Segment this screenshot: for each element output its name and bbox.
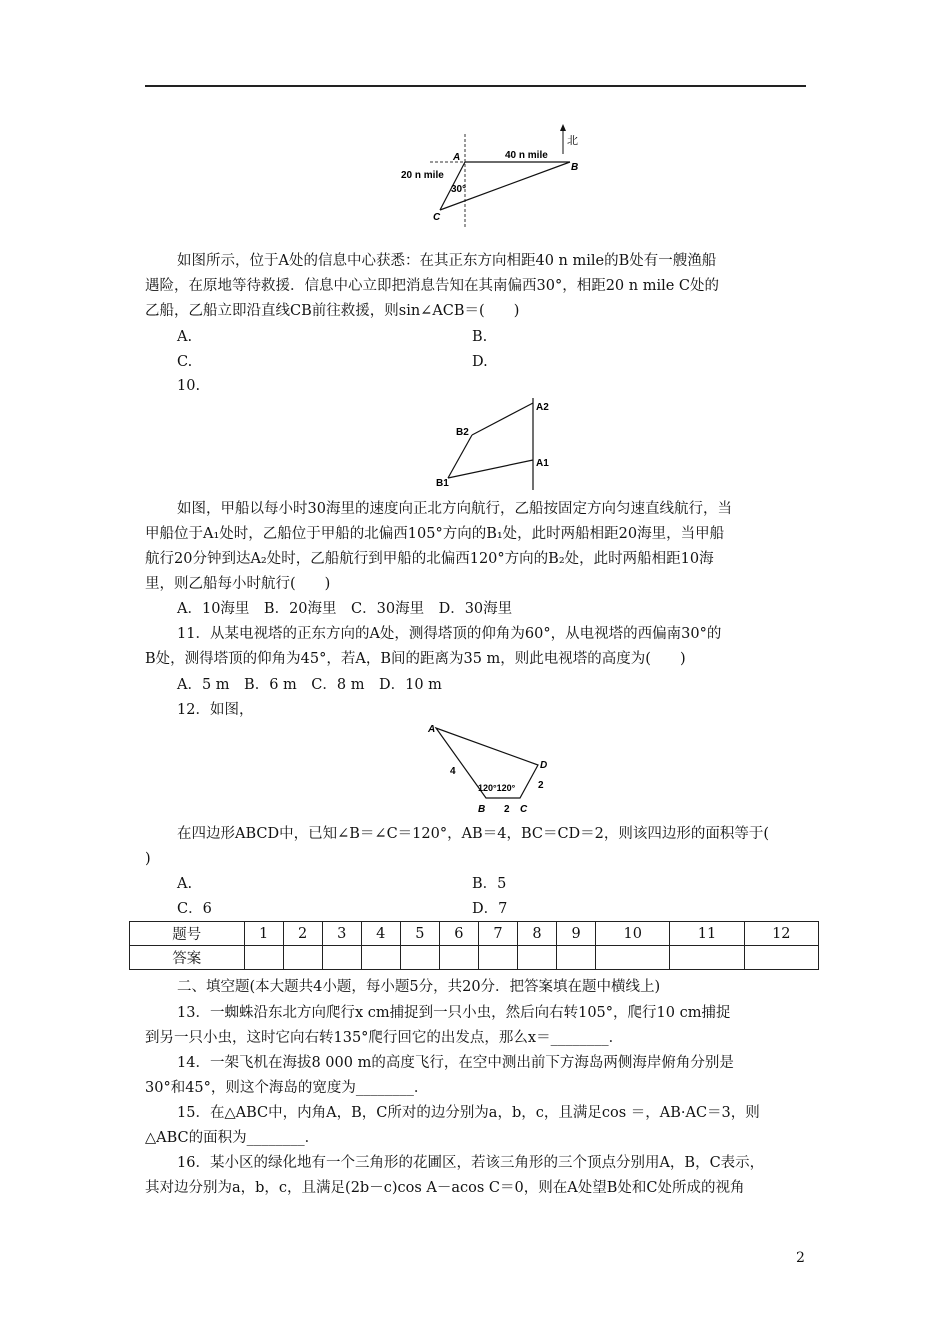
label-a: A	[453, 152, 461, 163]
q11-options: A．5 m B．6 m C．8 m D．10 m	[177, 677, 442, 693]
angle-label: 30°	[451, 184, 467, 195]
number-cell: 10	[596, 922, 670, 946]
segment-b2-a2	[472, 403, 533, 435]
segment-b1-b2	[448, 435, 472, 478]
answer-cell[interactable]	[322, 946, 361, 970]
q12-number: 12．如图，	[177, 702, 254, 718]
q10-number: 10.	[177, 378, 201, 394]
label-b1: B1	[436, 478, 449, 489]
section2-title: 二、填空题(本大题共4小题，每小题5分，共20分．把答案填在题中横线上)	[177, 979, 661, 995]
q10-options: A．10海里 B．20海里 C．30海里 D．30海里	[177, 601, 513, 617]
answer-cell[interactable]	[400, 946, 439, 970]
page-number: 2	[796, 1250, 805, 1266]
q12-option-d: D．7	[472, 901, 508, 917]
q9-line-3: 乙船，乙船立即沿直线CB前往救援，则sin∠ACB＝( )	[145, 303, 520, 319]
q9-option-d: D.	[472, 354, 488, 370]
answer-cell[interactable]	[439, 946, 478, 970]
header-label-cell: 题号	[130, 922, 245, 946]
q9-option-a: A.	[177, 329, 193, 345]
answer-table-header-row	[130, 922, 819, 946]
q13-line-2: 到另一只小虫，这时它向右转135°爬行回它的出发点，那么x＝________．	[145, 1030, 624, 1046]
number-cell: 4	[361, 922, 400, 946]
dist-ab-label: 40 n mile	[505, 150, 548, 161]
label-a2: A2	[536, 402, 549, 413]
north-label: 北	[567, 135, 578, 147]
side-cd-label: 2	[538, 780, 544, 791]
q12-line-1: 在四边形ABCD中，已知∠B＝∠C＝120°，AB＝4，BC＝CD＝2，则该四边形的面积等于(	[177, 826, 770, 842]
number-cell: 6	[439, 922, 478, 946]
q14-line-1: 14．一架飞机在海拔8 000 m的高度飞行，在空中测出前下方海岛两侧海岸俯角分别是	[177, 1055, 734, 1071]
angles-label: 120°120°	[478, 783, 516, 793]
label-c: C	[433, 212, 441, 223]
answer-cell[interactable]	[244, 946, 283, 970]
segment-b1-a1	[448, 460, 533, 478]
answer-table-answer-row	[130, 946, 819, 970]
label-c: C	[520, 804, 528, 815]
q11-line-2: B处，测得塔顶的仰角为45°，若A，B间的距离为35 m，则此电视塔的高度为( )	[145, 651, 686, 667]
label-a: A	[428, 724, 436, 735]
figure-ships-north	[430, 390, 560, 495]
q12-option-a: A.	[177, 876, 193, 892]
number-cell: 7	[478, 922, 517, 946]
label-b: B	[571, 162, 579, 173]
answer-label-cell: 答案	[130, 946, 245, 970]
side-bc-label: 2	[504, 804, 510, 815]
number-cell: 12	[744, 922, 818, 946]
label-b2: B2	[456, 427, 469, 438]
answer-cell[interactable]	[557, 946, 596, 970]
number-cell: 5	[400, 922, 439, 946]
q9-line-2: 遇险，在原地等待救援．信息中心立即把消息告知在其南偏西30°，相距20 n mile C处的	[145, 278, 720, 294]
number-cell: 1	[244, 922, 283, 946]
q14-line-2: 30°和45°，则这个海岛的宽度为________．	[145, 1080, 429, 1096]
answer-cell[interactable]	[478, 946, 517, 970]
q10-line-4: 里，则乙船每小时航行( )	[145, 576, 331, 592]
q12-option-b: B．5	[472, 876, 507, 892]
q10-line-1: 如图，甲船以每小时30海里的速度向正北方向航行，乙船按固定方向匀速直线航行，当	[177, 501, 732, 517]
label-b: B	[478, 804, 486, 815]
q12-line-2: )	[145, 851, 151, 867]
header-rule	[145, 85, 806, 87]
number-cell: 9	[557, 922, 596, 946]
figure-quadrilateral	[420, 718, 570, 818]
figure-ship-rescue	[395, 120, 595, 230]
q12-option-c: C．6	[177, 901, 212, 917]
q11-line-1: 11．从某电视塔的正东方向的A处，测得塔顶的仰角为60°，从电视塔的西偏南30°的	[177, 626, 722, 642]
q15-line-2: △ABC的面积为________．	[145, 1130, 320, 1146]
answer-cell[interactable]	[670, 946, 744, 970]
answer-cell[interactable]	[361, 946, 400, 970]
q16-line-2: 其对边分别为a，b，c，且满足(2b－c)cos A－acos C＝0，则在A处望B处和C处所成的视角	[145, 1180, 745, 1196]
answer-cell[interactable]	[744, 946, 818, 970]
answer-table	[129, 921, 819, 970]
answer-cell[interactable]	[283, 946, 322, 970]
number-cell: 3	[322, 922, 361, 946]
q10-line-3: 航行20分钟到达A₂处时，乙船航行到甲船的北偏西120°方向的B₂处，此时两船相距10海	[145, 551, 714, 567]
q16-line-1: 16．某小区的绿化地有一个三角形的花圃区，若该三角形的三个顶点分别用A，B，C表示，	[177, 1155, 765, 1171]
q15-line-1: 15．在△ABC中，内角A，B，C所对的边分别为a，b，c，且满足cos ＝，AB·AC＝3，则	[177, 1105, 760, 1121]
label-a1: A1	[536, 458, 549, 469]
answer-cell[interactable]	[517, 946, 556, 970]
number-cell: 11	[670, 922, 744, 946]
q9-option-c: C.	[177, 354, 193, 370]
q13-line-1: 13．一蜘蛛沿东北方向爬行x cm捕捉到一只小虫，然后向右转105°，爬行10 cm捕捉	[177, 1005, 731, 1021]
dist-ac-label: 20 n mile	[401, 170, 444, 181]
q9-line-1: 如图所示，位于A处的信息中心获悉：在其正东方向相距40 n mile的B处有一艘渔船	[177, 253, 717, 269]
side-ab-label: 4	[450, 766, 456, 777]
answer-cell[interactable]	[596, 946, 670, 970]
number-cell: 8	[517, 922, 556, 946]
label-d: D	[540, 760, 548, 771]
q10-line-2: 甲船位于A₁处时，乙船位于甲船的北偏西105°方向的B₁处，此时两船相距20海里，当甲船	[145, 526, 725, 542]
number-cell: 2	[283, 922, 322, 946]
q9-option-b: B.	[472, 329, 488, 345]
north-arrow-head	[560, 124, 566, 131]
